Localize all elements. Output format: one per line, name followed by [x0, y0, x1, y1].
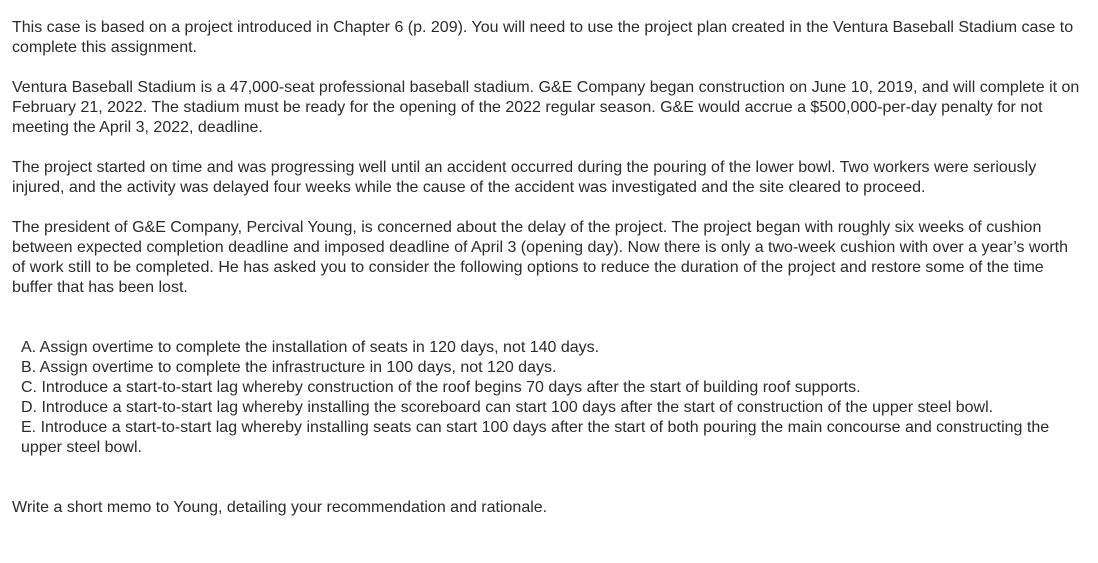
president-concern-paragraph: The president of G&E Company, Percival Young, is concerned about the delay of the project. The project began with roughly six weeks of cushion between expected completion deadline and imposed deadline of April 3 (opening day). Now there is only a two-week cushion with over a year’s worth of work still to be completed. He has asked you to consider the following options to reduce the duration of the project and restore some of the time buffer that has been lost.	[12, 219, 1069, 296]
option-e: E. Introduce a start-to-start lag whereby installing seats can start 100 days after the start of both pouring the main concourse and constructing the upper steel bowl.	[21, 419, 1050, 456]
option-b: B. Assign overtime to complete the infrastructure in 100 days, not 120 days.	[21, 359, 557, 376]
option-a: A. Assign overtime to complete the installation of seats in 120 days, not 140 days.	[21, 339, 600, 356]
intro-paragraph: This case is based on a project introduced in Chapter 6 (p. 209). You will need to use the project plan created in the Ventura Baseball Stadium case to complete this assignment.	[12, 19, 1074, 56]
memo-instruction: Write a short memo to Young, detailing your recommendation and rationale.	[12, 499, 548, 516]
accident-paragraph: The project started on time and was progressing well until an accident occurred during the pouring of the lower bowl. Two workers were seriously injured, and the activity was delayed four weeks while the cause of the accident was investigated and the site cleared to proceed.	[12, 159, 1037, 196]
options-list	[12, 338, 1084, 458]
option-c: C. Introduce a start-to-start lag whereby construction of the roof begins 70 days after the start of building roof supports.	[21, 379, 861, 396]
stadium-background-paragraph: Ventura Baseball Stadium is a 47,000-seat professional baseball stadium. G&E Company began construction on June 10, 2019, and will complete it on February 21, 2022. The stadium must be ready for the opening of the 2022 regular season. G&E would accrue a $500,000-per-day penalty for not meeting the April 3, 2022, deadline.	[12, 79, 1080, 136]
assignment-document	[12, 18, 1084, 534]
option-d: D. Introduce a start-to-start lag whereby installing the scoreboard can start 100 days after the start of construction of the upper steel bowl.	[21, 399, 994, 416]
